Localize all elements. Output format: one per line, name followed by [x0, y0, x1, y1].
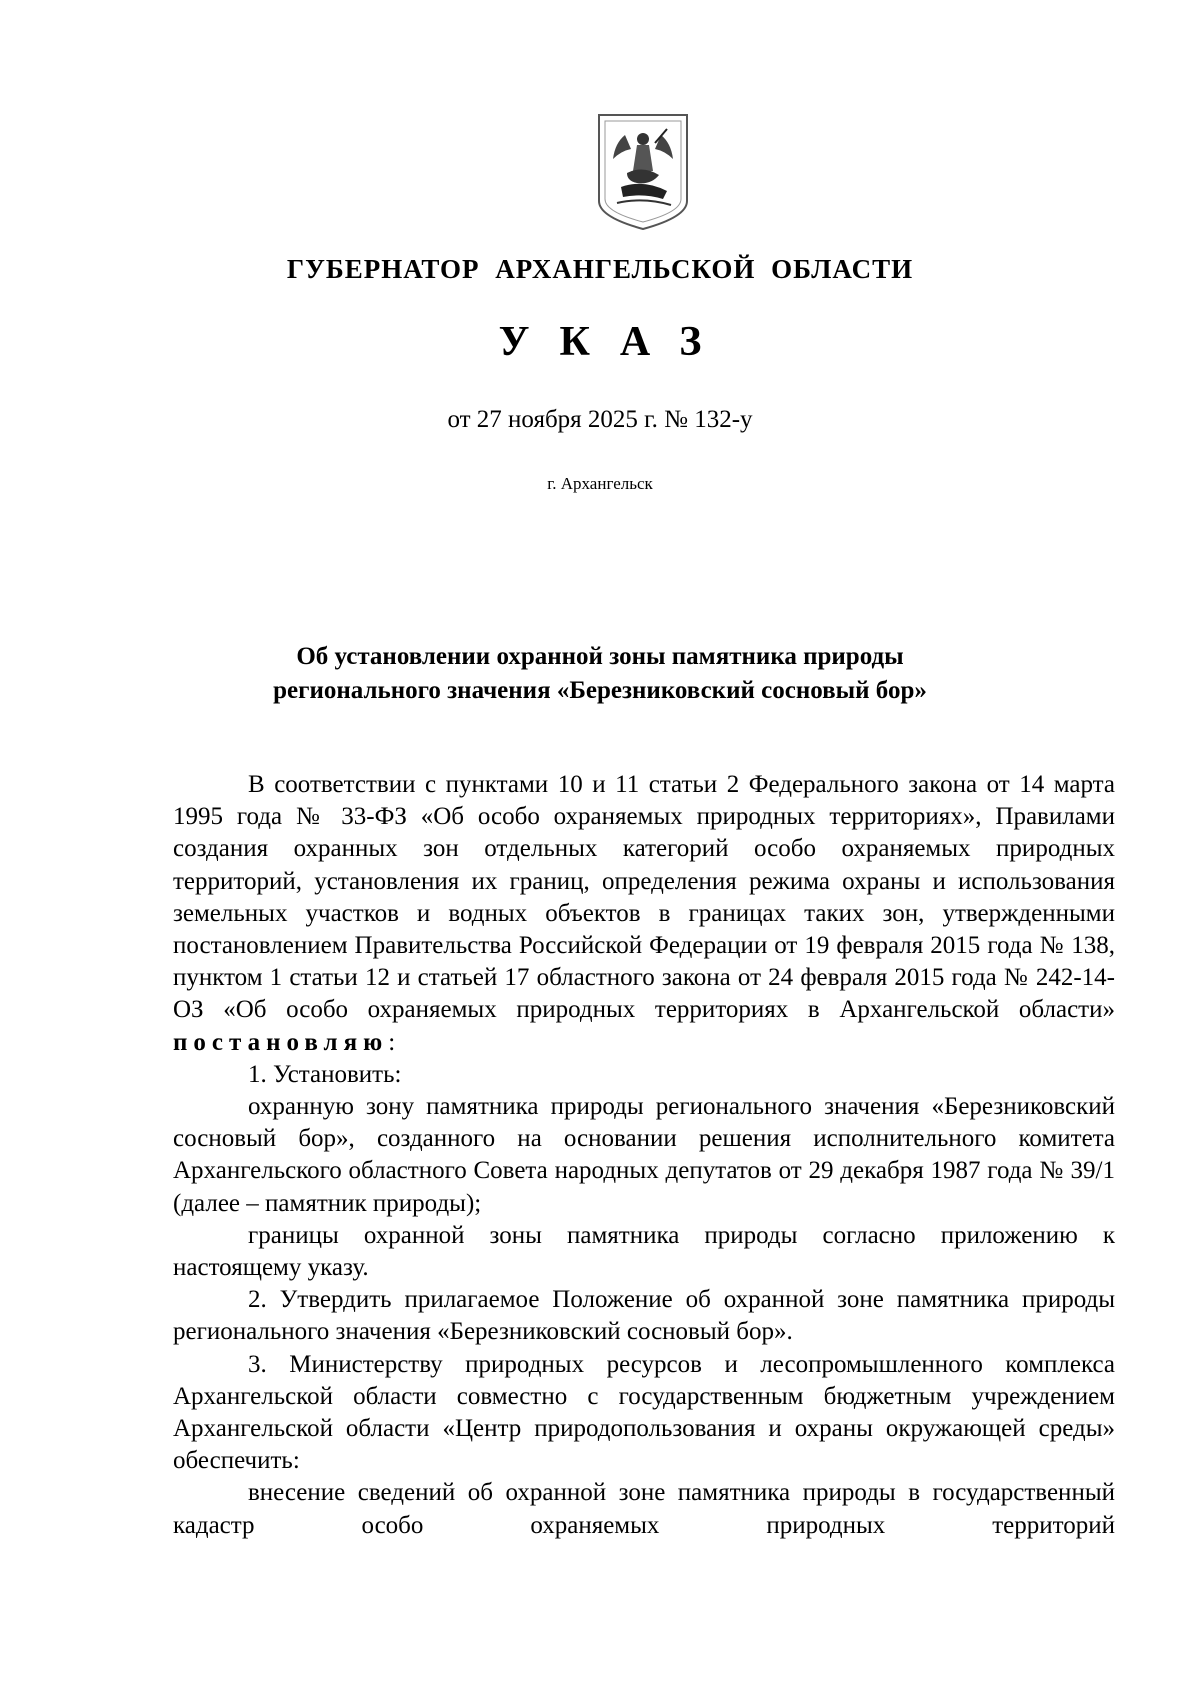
decree-colon: : — [388, 1028, 396, 1056]
item-1-subitem-a: охранную зону памятника природы регионального значения «Березниковский сосновый бор», созданного на основании решения исполнительного комитета Архангельского областного Совета народных депутатов от 29 декабря 1987 года № 39/1 (далее – памятник природы); — [173, 1093, 1115, 1217]
place-of-issue: г. Архангельск — [547, 474, 653, 493]
document-body — [173, 769, 1115, 1542]
item-3-subitem-a: внесение сведений об охранной зоне памятника природы в государственный кадастр особо охраняемых природных территорий — [173, 1479, 1115, 1539]
coat-of-arms-icon — [597, 113, 689, 231]
title-line-1: Об установлении охранной зоны памятника природы — [296, 643, 904, 670]
document-type: УКАЗ — [498, 319, 732, 365]
decree-word: постановляю — [173, 1028, 389, 1056]
item-2: 2. Утвердить прилагаемое Положение об охранной зоне памятника природы регионального значения «Березниковский сосновый бор». — [173, 1286, 1115, 1346]
title-line-2: регионального значения «Березниковский сосновый бор» — [273, 677, 927, 704]
date-and-number: от 27 ноября 2025 г. № 132-у — [447, 406, 753, 433]
preamble-text: В соответствии с пунктами 10 и 11 статьи 2 Федерального закона от 14 марта 1995 года № 33-ФЗ «Об особо охраняемых природных территориях», Правилами создания охранных зон отдельных категорий особо охраняемых природных территорий, установления их границ, определения режима охраны и использования земельных участков и водных объектов в границах таких зон, утвержденными постановлением Правительства Российской Федерации от 19 февраля 2015 года № 138, пунктом 1 статьи 12 и статьей 17 областного закона от 24 февраля 2015 года № 242-14-ОЗ «Об особо охраняемых природных территориях в Архангельской области» — [173, 771, 1115, 1024]
issuing-authority: ГУБЕРНАТОР АРХАНГЕЛЬСКОЙ ОБЛАСТИ — [286, 254, 914, 284]
item-1: 1. Установить: — [248, 1060, 402, 1088]
item-3: 3. Министерству природных ресурсов и лесопромышленного комплекса Архангельской области совместно с государственным бюджетным учреждением Архангельской области «Центр природопользования и охраны окружающей среды» обеспечить: — [173, 1350, 1115, 1475]
preamble-paragraph — [173, 769, 1115, 1059]
document-title — [150, 640, 1050, 708]
item-1-subitem-b: границы охранной зоны памятника природы согласно приложению к настоящему указу. — [173, 1221, 1115, 1282]
